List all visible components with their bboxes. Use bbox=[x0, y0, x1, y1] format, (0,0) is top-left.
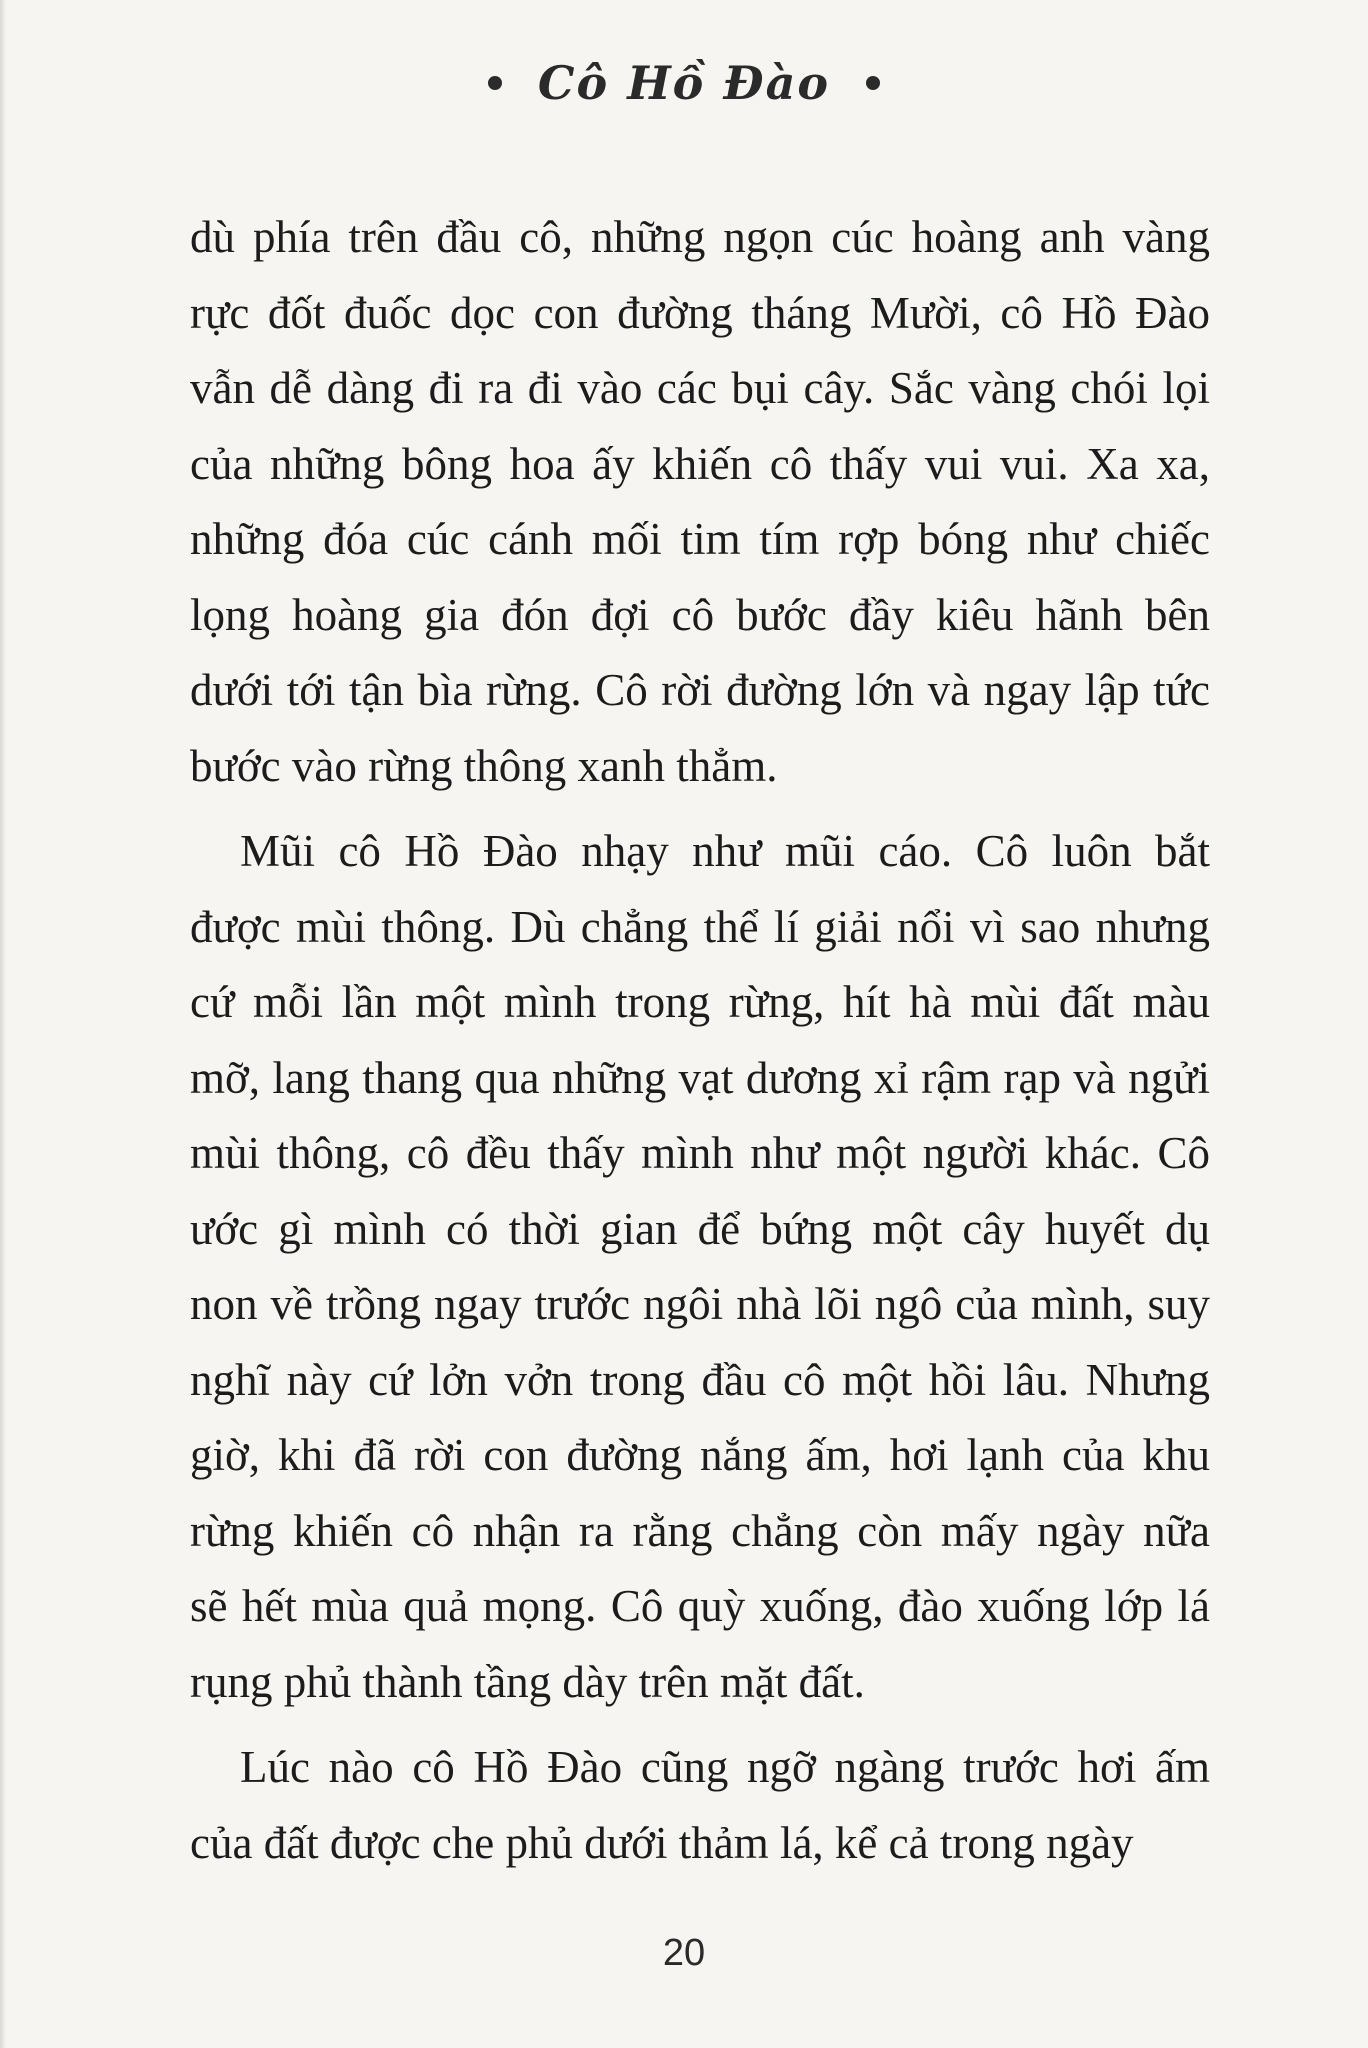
text-line: non về trồng ngay trước ngôi nhà lõi ngô của mình, suy bbox=[190, 1279, 1210, 1329]
paragraph bbox=[190, 200, 1210, 804]
text-line: rừng khiến cô nhận ra rằng chẳng còn mấy ngày nữa bbox=[190, 1505, 1210, 1556]
text-line: lọng hoàng gia đón đợi cô bước đầy kiêu hãnh bên bbox=[190, 589, 1210, 640]
paragraph bbox=[190, 1730, 1210, 1881]
body-text bbox=[190, 200, 1210, 1881]
text-line: Lúc nào cô Hồ Đào cũng ngỡ ngàng trước hơi ấm bbox=[240, 1742, 1210, 1792]
page-number: 20 bbox=[662, 1932, 706, 1974]
text-line: dưới tới tận bìa rừng. Cô rời đường lớn và ngay lập tức bbox=[190, 665, 1210, 715]
paragraph bbox=[190, 814, 1210, 1720]
text-line: được mùi thông. Dù chẳng thể lí giải nổi vì sao nhưng bbox=[190, 901, 1210, 952]
text-line: rực đốt đuốc dọc con đường tháng Mười, cô Hồ Đào bbox=[190, 287, 1210, 338]
running-head bbox=[0, 56, 1368, 110]
text-line: những đóa cúc cánh mối tim tím rợp bóng như chiếc bbox=[190, 514, 1210, 564]
text-line: của đất được che phủ dưới thảm lá, kể cả trong ngày bbox=[190, 1817, 1134, 1868]
text-line: cứ mỗi lần một mình trong rừng, hít hà mùi đất màu bbox=[190, 977, 1210, 1027]
text-line: giờ, khi đã rời con đường nắng ấm, hơi lạnh của khu bbox=[190, 1430, 1210, 1480]
text-line: Mũi cô Hồ Đào nhạy như mũi cáo. Cô luôn bắt bbox=[240, 826, 1210, 876]
left-bullet-ornament bbox=[488, 76, 502, 90]
text-line: sẽ hết mùa quả mọng. Cô quỳ xuống, đào xuống lớp lá bbox=[190, 1581, 1210, 1631]
text-line: mùi thông, cô đều thấy mình như một người khác. Cô bbox=[190, 1128, 1210, 1178]
text-line: của những bông hoa ấy khiến cô thấy vui vui. Xa xa, bbox=[190, 438, 1210, 489]
text-line: vẫn dễ dàng đi ra đi vào các bụi cây. Sắc vàng chói lọi bbox=[190, 363, 1210, 413]
right-bullet-ornament bbox=[866, 76, 880, 90]
text-line: ước gì mình có thời gian để bứng một cây huyết dụ bbox=[190, 1203, 1210, 1254]
text-line: mỡ, lang thang qua những vạt dương xỉ rậm rạp và ngửi bbox=[190, 1052, 1210, 1103]
text-line: rụng phủ thành tầng dày trên mặt đất. bbox=[190, 1656, 865, 1707]
page-edge-shadow bbox=[0, 0, 6, 2048]
running-head-title: Cô Hồ Đào bbox=[537, 56, 831, 110]
text-line: dù phía trên đầu cô, những ngọn cúc hoàng anh vàng bbox=[190, 212, 1210, 262]
text-line: nghĩ này cứ lởn vởn trong đầu cô một hồi lâu. Nhưng bbox=[190, 1354, 1210, 1405]
text-line: bước vào rừng thông xanh thẳm. bbox=[190, 740, 778, 791]
